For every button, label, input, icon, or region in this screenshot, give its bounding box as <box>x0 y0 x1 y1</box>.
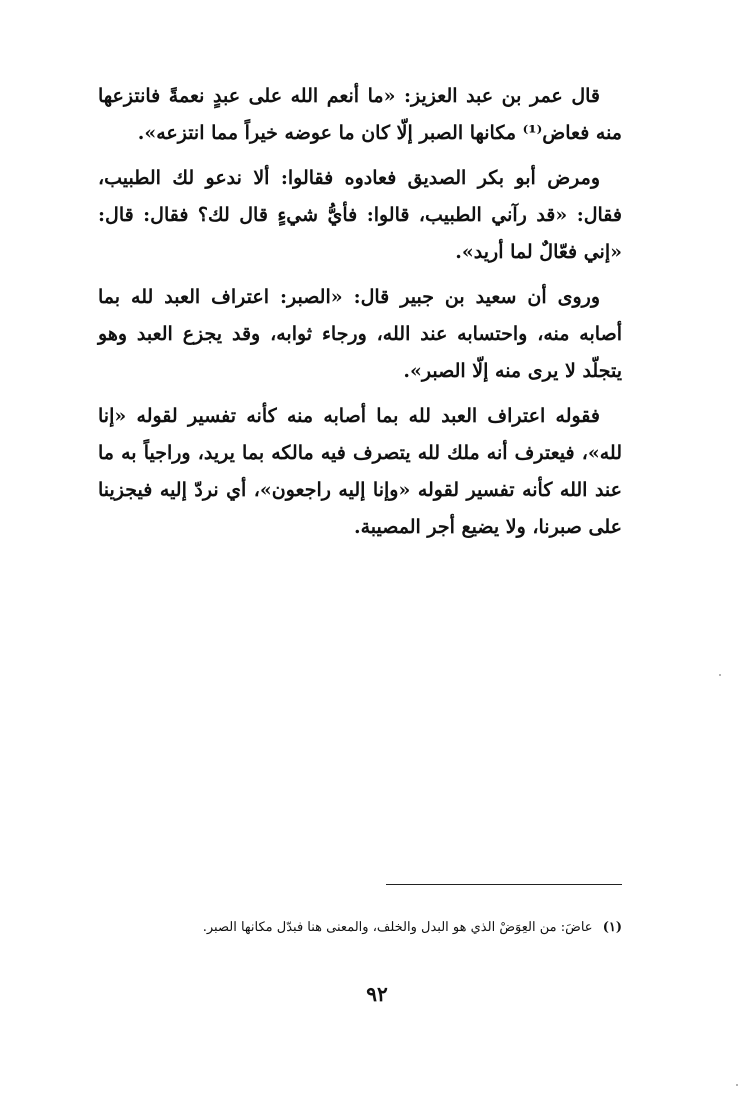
paragraph-explanation: فقوله اعتراف العبد لله بما أصابه منه كأنه تفسير لقوله «إنا لله»، فيعترف أنه ملك لله يتصرف فيه مالكه بما يريد، وراجياً به ما عند الله كأنه تفسير لقوله «وإنا إليه راجعون»، أي نردّ إليه فيجزينا على صبرنا، ولا يضيع أجر المصيبة. <box>98 405 622 538</box>
footnote-text: عاضَ: من العِوَضْ الذي هو البدل والخلف، والمعنى هنا فبدّل مكانها الصبر. <box>202 920 593 935</box>
paragraph-umar-ibn-abdulaziz: قال عمر بن عبد العزيز: «ما أنعم الله على عبدٍ نعمةً فانتزعها منه فعاض⁽¹⁾ مكانها الصبر إلّا كان ما عوضه خيراً مما انتزعه». <box>98 85 622 144</box>
paragraph-abu-bakr-illness: ومرض أبو بكر الصديق فعادوه فقالوا: ألا ندعو لك الطبيب، فقال: «قد رآني الطبيب، قالوا: فأيُّ شيءٍ قال لك؟ فقال: قال: «إني فعّالٌ لما أريد». <box>98 167 622 263</box>
paragraph-said-ibn-jubayr: وروى أن سعيد بن جبير قال: «الصبر: اعتراف العبد لله بما أصابه منه، واحتسابه عند الله، ورجاء ثوابه، وقد يجزع العبد وهو يتجلّد لا يرى منه إلّا الصبر». <box>98 286 622 382</box>
main-text <box>98 78 622 554</box>
footnote <box>98 918 622 938</box>
page-number: ٩٢ <box>366 982 388 1006</box>
scan-speck <box>719 674 721 676</box>
footnote-separator <box>386 884 622 885</box>
scan-speck <box>736 1084 738 1086</box>
footnote-number: (١) <box>602 920 622 935</box>
